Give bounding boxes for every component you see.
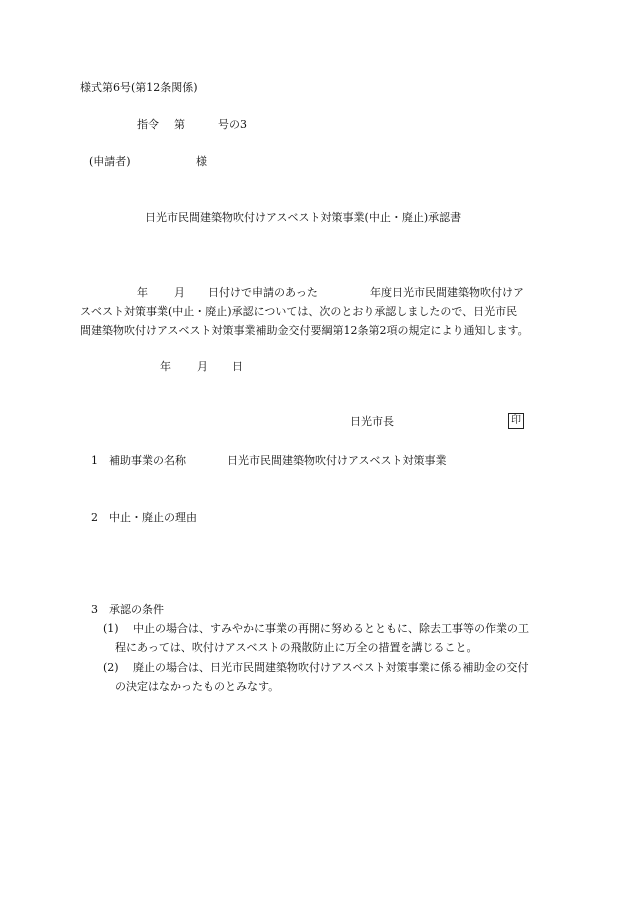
ref-designation: 指令 xyxy=(137,118,159,131)
body-text-2: 年度日光市民間建築物吹付けア xyxy=(370,286,524,299)
item3-label: 3 承認の条件 xyxy=(91,603,164,616)
condition1-text-1: 中止の場合は、すみやかに事業の再開に努めるとともに、除去工事等の作業の工 xyxy=(133,622,529,635)
body-year: 年 xyxy=(137,286,148,299)
seal-icon: 印 xyxy=(508,413,524,429)
condition2-number: (2) xyxy=(103,661,119,674)
item1-value: 日光市民間建築物吹付けアスベスト対策事業 xyxy=(227,454,447,467)
applicant-label: (申請者) xyxy=(89,155,131,168)
honorific: 様 xyxy=(196,155,207,168)
body-month: 月 xyxy=(174,286,185,299)
body-text-3: スベスト対策事業(中止・廃止)承認については、次のとおり承認しましたので、日光市民 xyxy=(80,305,518,318)
ref-go: 号の3 xyxy=(218,118,247,131)
document-title: 日光市民間建築物吹付けアスベスト対策事業(中止・廃止)承認書 xyxy=(145,211,462,224)
date-month: 月 xyxy=(197,360,208,373)
item1-label: 1 補助事業の名称 xyxy=(91,454,186,467)
date-day: 日 xyxy=(232,360,243,373)
body-text-4: 間建築物吹付けアスベスト対策事業補助金交付要綱第12条第2項の規定により通知します。 xyxy=(80,324,529,337)
form-number: 様式第6号(第12条関係) xyxy=(80,81,198,94)
condition1-text-2: 程にあっては、吹付けアスベストの飛散防止に万全の措置を講じること。 xyxy=(115,641,478,654)
condition1-number: (1) xyxy=(103,622,119,635)
ref-dai: 第 xyxy=(174,118,185,131)
date-year: 年 xyxy=(160,360,171,373)
condition2-text-2: の決定はなかったものとみなす。 xyxy=(115,680,280,693)
body-text-1: 日付けで申請のあった xyxy=(208,286,318,299)
issuer: 日光市長 xyxy=(350,415,394,428)
item2-label: 2 中止・廃止の理由 xyxy=(91,511,197,524)
condition2-text-1: 廃止の場合は、日光市民間建築物吹付けアスベスト対策事業に係る補助金の交付 xyxy=(133,661,529,674)
